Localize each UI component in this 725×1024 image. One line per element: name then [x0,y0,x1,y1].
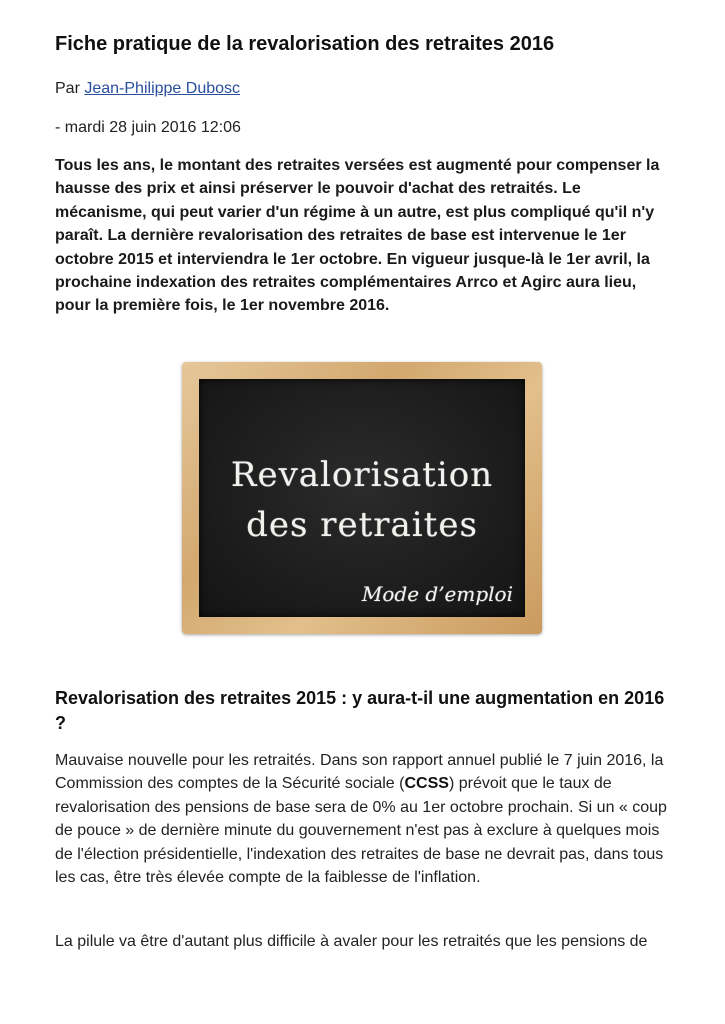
byline [55,79,240,99]
body-paragraph [55,749,670,889]
article-title: Fiche pratique de la revalorisation des retraites 2016 [55,33,555,55]
chalkboard-image [182,362,542,634]
author-link[interactable]: Jean-Philippe Dubosc [84,80,241,97]
article-lead: Tous les ans, le montant des retraites versées est augmenté pour compenser la hausse des prix et ainsi préserver le pouvoir d'achat des retraités. Le mécanisme, qui peut varier d'un régime à un autre, est plus compliqué qu'il n'y paraît. La dernière revalorisation des retraites de base est intervenue le 1er octobre 2015 et interviendra le 1er octobre. En vigueur jusque-là le 1er avril, la prochaine indexation des retraites complémentaires Arrco et Agirc aura lieu, pour la première fois, le 1er novembre 2016. [55,157,660,315]
byline-prefix: Par [55,80,80,97]
chalkboard-text-line-1: Revalorisation [230,455,494,495]
chalkboard-caption: Mode d’emploi [361,582,513,606]
publish-date: - mardi 28 juin 2016 12:06 [55,119,241,136]
paragraph-text: ) prévoit que le taux de revalorisation des pensions de base sera de 0% au 1er octobre prochain. Si un « coup de pouce » de dernière minute du gouvernement n'est pas à exclure à quelques mois de l'élection présidentielle, l'indexation des retraites de base ne devrait pas, dans tous les cas, être très élevée compte de la faiblesse de l'inflation. [55,775,667,887]
ccss-abbreviation: CCSS [404,775,449,793]
chalkboard-text-line-2: des retraites [246,505,478,545]
section-heading: Revalorisation des retraites 2015 : y aura-t-il une augmentation en 2016 ? [55,688,665,733]
body-paragraph: La pilule va être d'autant plus difficile à avaler pour les retraités que les pensions de [55,933,648,950]
paragraph-text: Mauvaise nouvelle pour les retraités. Dans son rapport annuel publié le 7 juin 2016, la Commission des comptes de la Sécurité sociale ( [55,752,664,793]
chalkboard [199,379,525,617]
